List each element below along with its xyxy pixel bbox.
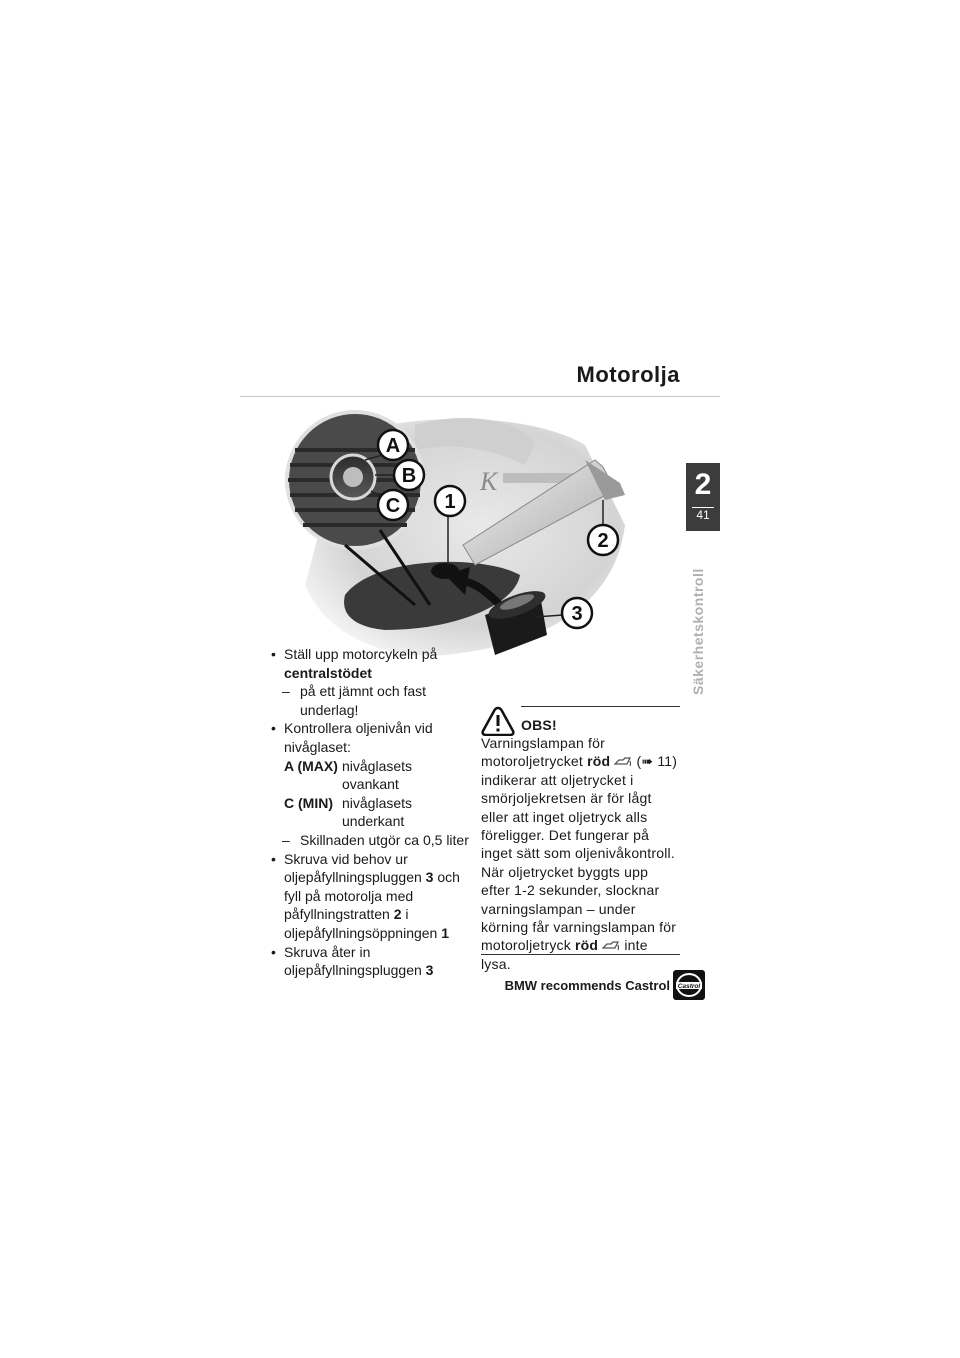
chapter-divider [692,507,714,508]
level-min-value: nivåglasets underkant [342,794,413,830]
instructions [270,645,470,980]
step-3-text-a: Skruva vid behov ur oljepåfyllningspluggen [284,850,422,886]
note-text-1: Varningslampan för motoroljetrycket [481,735,605,770]
step-4-num: 3 [425,962,434,979]
step-1-sub-text: på ett jämnt och fast underlag! [300,683,427,718]
level-min-key: C (MIN) [284,794,333,811]
step-2-sub: – Skillnaden utgör ca 0,5 liter [282,831,469,848]
brand-mark: K [480,467,498,496]
oil-fill-illustration [285,405,660,665]
warning-icon [481,706,515,736]
step-3-num-1: 3 [425,869,434,886]
step-1-text: Ställ upp motorcykeln på [284,646,438,662]
page-number: 41 [696,508,710,522]
note-text-3: inte lysa. [481,937,648,972]
step-4: • Skruva åter in oljepåfyllningspluggen 3 [271,943,434,979]
castrol-logo [673,970,705,1000]
chapter-tab [686,463,720,531]
step-2-text: Kontrollera oljenivån vid nivåglaset: [284,720,433,755]
oil-pressure-icon [614,755,632,768]
castrol-text: BMW recommends Castrol [504,978,670,993]
callout-c-label: C [385,495,401,517]
note-text-2: indikerar att oljetrycket i smörjoljekretsen är för lågt eller att inget oljetryck alls föreligger. Det fungerar på inget sätt som oljenivåkontroll. När oljetrycket byggts upp efter 1-2 sekunder, slocknar varningslampan – under körning får varningslampan för motoroljetryck [481,771,677,954]
chapter-number: 2 [694,468,712,501]
step-2-sub-text: Skillnaden utgör ca 0,5 liter [300,831,469,848]
step-1-sub: – på ett jämnt och fast underlag! [282,683,427,718]
level-min [270,794,470,831]
level-max [270,757,470,794]
svg-text:Castrol: Castrol [677,983,701,990]
step-3-text-c: i oljepåfyllningsöppningen [284,906,438,941]
note-body [481,734,680,973]
step-1: • Ställ upp motorcykeln på centralstödet [271,646,438,681]
step-3: • Skruva vid behov ur oljepåfyllningspluggen 3 och fyll på motorolja med påfyllningstratten 2 i oljepåfyllningsöppningen 1 [271,850,460,941]
note-reference: (➠ 11) [636,753,678,770]
note-top-rule [521,706,680,707]
callout-3-label: 3 [571,603,583,625]
note-bold-2: röd [575,937,599,954]
side-label-text: Säkerhetskontroll [690,568,706,695]
side-label [690,545,716,695]
step-2: • Kontrollera oljenivån vid nivåglaset: [271,720,433,755]
level-max-value: nivåglasets ovankant [342,757,413,793]
page-title: Motorolja [576,362,680,387]
title-rule [240,396,720,397]
step-4-text: Skruva åter in oljepåfyllningspluggen [284,943,422,979]
oil-pressure-icon-2 [602,939,620,952]
callout-a-label: A [385,435,401,457]
note-bottom-rule [481,954,680,955]
step-3-num-3: 1 [441,924,450,941]
note-label: OBS! [521,717,557,733]
callout-2-label: 2 [597,530,609,552]
note-bold-1: röd [587,753,611,770]
level-max-key: A (MAX) [284,757,338,774]
step-1-bold: centralstödet [284,664,372,681]
step-3-num-2: 2 [393,906,402,923]
step-3-text-b: och fyll på motorolja med påfyllningstratten [284,869,460,923]
callout-b-label: B [401,465,417,487]
callout-1-label: 1 [444,491,456,513]
